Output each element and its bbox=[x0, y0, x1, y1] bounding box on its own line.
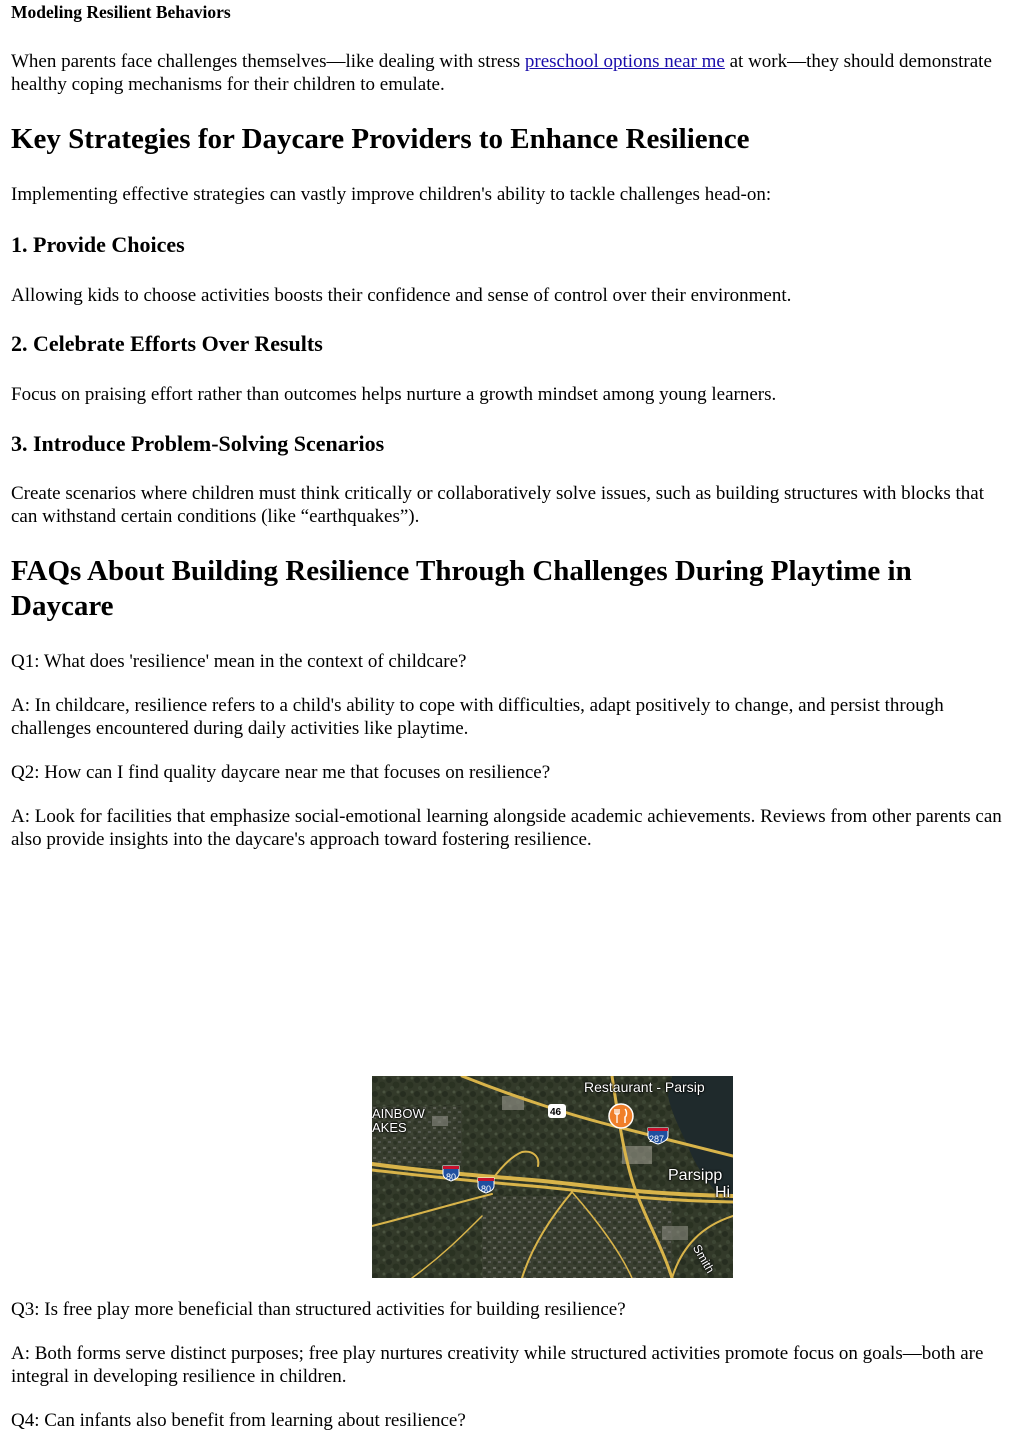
embedded-map[interactable] bbox=[372, 1076, 733, 1278]
map-label-smith: Smith bbox=[689, 1242, 718, 1276]
fork-knife-icon[interactable] bbox=[609, 1104, 633, 1128]
paragraph-modeling-text-1: When parents face challenges themselves—like dealing with stress bbox=[11, 51, 525, 72]
strategy-title-2: 2. Celebrate Efforts Over Results bbox=[11, 331, 323, 356]
faq-answer-2: A: Look for facilities that emphasize social-emotional learning alongside academic achievements. Reviews from other parents can also provide insights into the daycare's approach toward fostering resilience. bbox=[11, 806, 1002, 850]
strategy-text-1: Allowing kids to choose activities boosts their confidence and sense of control over their environment. bbox=[11, 285, 792, 306]
paragraph-modeling-text-2: at work—they should demonstrate healthy coping mechanisms for their children to emulate. bbox=[11, 51, 992, 95]
paragraph-modeling bbox=[11, 50, 1006, 96]
faq-question-3: Q3: Is free play more beneficial than structured activities for building resilience? bbox=[11, 1299, 626, 1320]
section-heading-faqs: FAQs About Building Resilience Through Challenges During Playtime in Daycare bbox=[11, 555, 912, 622]
faq-answer-1: A: In childcare, resilience refers to a child's ability to cope with difficulties, adapt positively to change, and persist through challenges encountered during daily activities like playtime. bbox=[11, 695, 944, 739]
strategies-intro: Implementing effective strategies can vastly improve children's ability to tackle challenges head-on: bbox=[11, 184, 772, 205]
faq-answer-3: A: Both forms serve distinct purposes; free play nurtures creativity while structured activities promote focus on goals—both are integral in developing resilience in children. bbox=[11, 1343, 984, 1387]
strategy-text-3: Create scenarios where children must think critically or collaboratively solve issues, such as building structures with blocks that can withstand certain conditions (like “earthquakes”). bbox=[11, 483, 984, 527]
map-label-lakes: AKES bbox=[372, 1120, 407, 1135]
section-heading-strategies: Key Strategies for Daycare Providers to Enhance Resilience bbox=[11, 123, 750, 155]
map-label-parsippany: Parsipp bbox=[668, 1167, 723, 1184]
faq-question-1: Q1: What does 'resilience' mean in the context of childcare? bbox=[11, 651, 467, 672]
map-label-restaurant: Restaurant - Parsip bbox=[584, 1079, 705, 1095]
section-heading-modeling: Modeling Resilient Behaviors bbox=[11, 2, 231, 22]
strategy-title-1: 1. Provide Choices bbox=[11, 232, 185, 257]
i-80-label-a: 80 bbox=[446, 1172, 457, 1182]
i-287-label: 287 bbox=[649, 1134, 665, 1144]
faq-question-4: Q4: Can infants also benefit from learning about resilience? bbox=[11, 1410, 466, 1431]
strategy-title-3: 3. Introduce Problem-Solving Scenarios bbox=[11, 431, 385, 456]
i-80-label-b: 80 bbox=[481, 1184, 492, 1194]
route-46-label: 46 bbox=[550, 1107, 562, 1118]
map-label-hills: Hi bbox=[715, 1184, 731, 1201]
faq-question-2: Q2: How can I find quality daycare near me that focuses on resilience? bbox=[11, 762, 551, 783]
map-label-rainbow: AINBOW bbox=[372, 1106, 425, 1121]
strategy-text-2: Focus on praising effort rather than outcomes helps nurture a growth mindset among young learners. bbox=[11, 384, 777, 405]
preschool-options-link[interactable]: preschool options near me bbox=[524, 51, 725, 72]
